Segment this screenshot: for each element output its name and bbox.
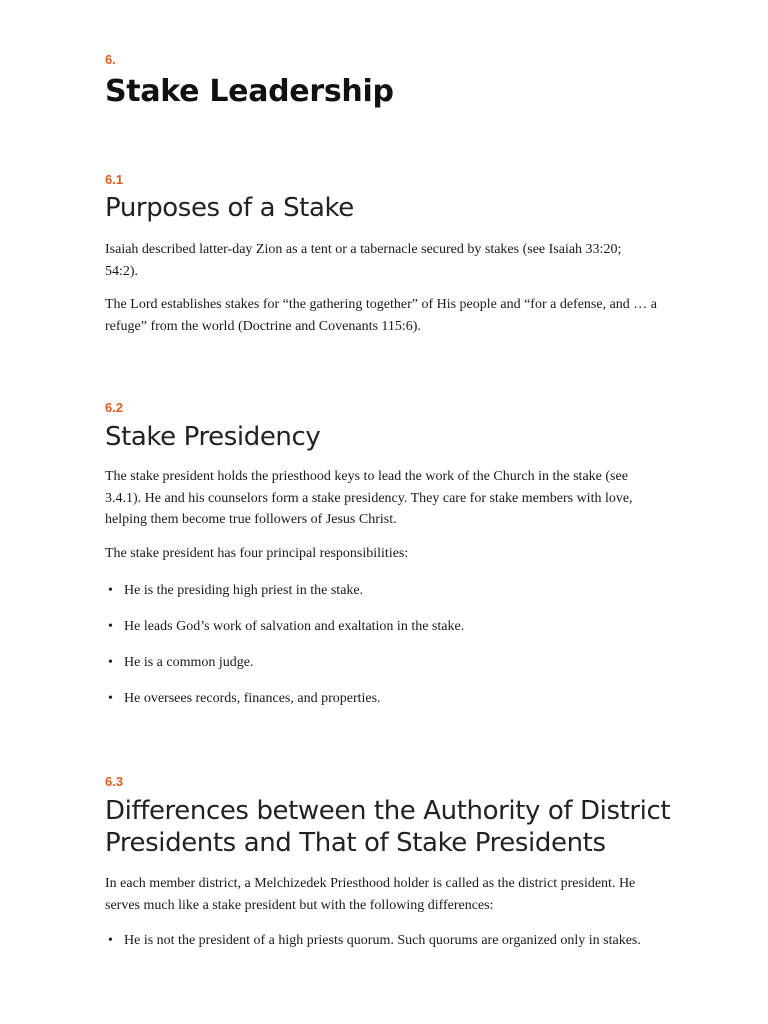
section-number-6-3: 6.3 — [105, 774, 124, 789]
paragraph: In each member district, a Melchizedek Priesthood holder is called as the district president. He serves much like a stake president but with the following differences: — [105, 876, 636, 913]
list-item — [105, 930, 685, 951]
list-item — [105, 616, 665, 637]
chapter-title: Stake Leadership — [105, 74, 394, 109]
list-item-text: He is not the president of a high priests quorum. Such quorums are organized only in stakes. — [124, 933, 641, 948]
section-title-line: Differences between the Authority of District — [105, 796, 671, 826]
list-item-text: He is the presiding high priest in the stake. — [124, 583, 364, 598]
bullet-icon: • — [108, 583, 113, 598]
list-item — [105, 688, 665, 709]
paragraph: The stake president has four principal responsibilities: — [105, 546, 409, 561]
list-item — [105, 580, 665, 601]
differences-list — [105, 930, 685, 951]
bullet-icon: • — [108, 619, 113, 634]
list-item-text: He is a common judge. — [124, 655, 254, 670]
section-title-6-1: Purposes of a Stake — [105, 193, 354, 223]
bullet-icon: • — [108, 933, 113, 948]
paragraph: Isaiah described latter-day Zion as a tent or a tabernacle secured by stakes (see Isaiah 33:20; 54:2). — [105, 242, 622, 279]
paragraph: The Lord establishes stakes for “the gathering together” of His people and “for a defense, and … a refuge” from the world (Doctrine and Covenants 115:6). — [105, 297, 658, 334]
section-title-6-2: Stake Presidency — [105, 422, 321, 452]
list-item-text: He oversees records, finances, and properties. — [124, 691, 381, 706]
paragraph: The stake president holds the priesthood keys to lead the work of the Church in the stake (see 3.4.1). He and his counselors form a stake presidency. They care for stake members with love, helping them become true followers of Jesus Christ. — [105, 469, 633, 527]
chapter-number: 6. — [105, 52, 116, 67]
responsibilities-list — [105, 580, 665, 709]
list-item-text: He leads God’s work of salvation and exaltation in the stake. — [124, 619, 465, 634]
section-number-6-1: 6.1 — [105, 172, 124, 187]
bullet-icon: • — [108, 655, 113, 670]
list-item — [105, 652, 665, 673]
section-title-line: Presidents and That of Stake Presidents — [105, 828, 606, 858]
section-title-6-3 — [105, 795, 705, 859]
section-number-6-2: 6.2 — [105, 400, 124, 415]
bullet-icon: • — [108, 691, 113, 706]
